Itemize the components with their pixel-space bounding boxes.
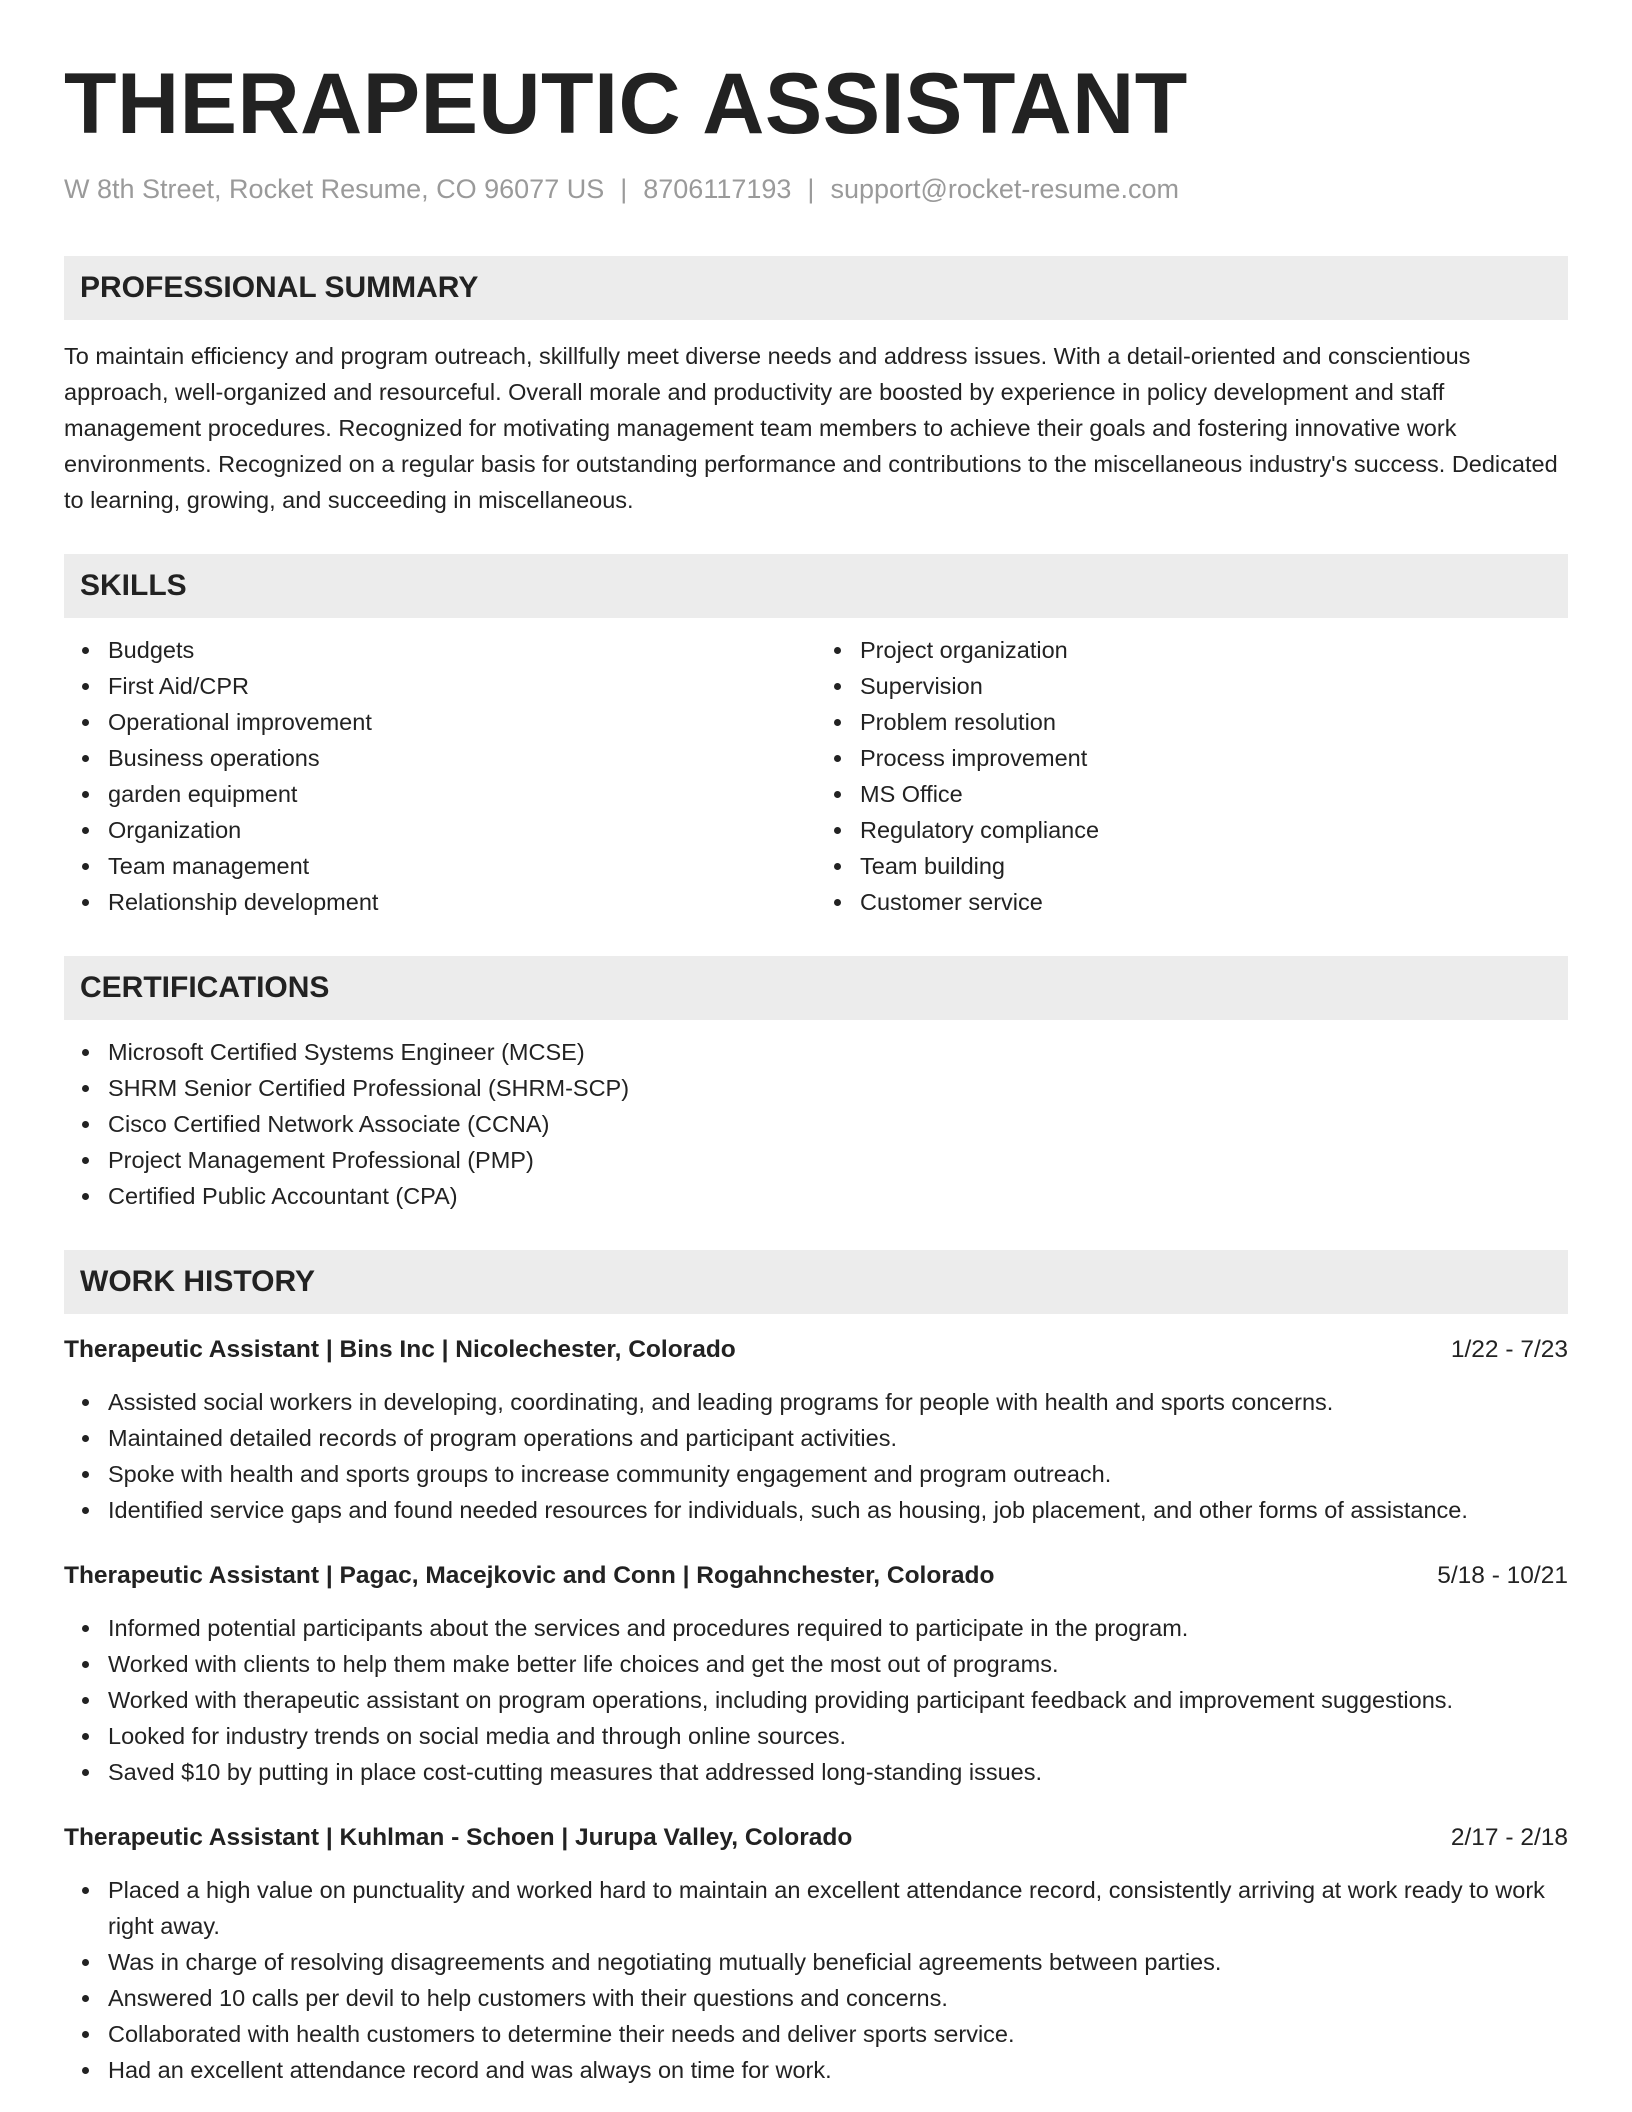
contact-separator: | [807,174,815,204]
job-duty: Worked with therapeutic assistant on program operations, including providing participant feedback and improvement suggestions. [108,1682,1568,1718]
job-duty: Informed potential participants about the services and procedures required to participate in the program. [108,1610,1568,1646]
job-duty: Assisted social workers in developing, coordinating, and leading programs for people with health and sports concerns. [108,1384,1568,1420]
job-header [64,1332,1568,1368]
job-dates: 1/22 - 7/23 [1450,1336,1568,1363]
certification-item: Project Management Professional (PMP) [108,1142,1568,1178]
job-entry [64,1558,1568,1790]
job-duty: Looked for industry trends on social media and through online sources. [108,1718,1568,1754]
certification-item: Cisco Certified Network Associate (CCNA) [108,1106,1568,1142]
skill-item: garden equipment [108,776,816,812]
skill-item: Supervision [860,668,1568,704]
skill-item: Operational improvement [108,704,816,740]
skill-item: Customer service [860,884,1568,920]
phone: 8706117193 [643,174,792,204]
skills-list-left [64,632,816,920]
certification-item: SHRM Senior Certified Professional (SHRM-SCP) [108,1070,1568,1106]
skills-columns [64,632,1568,920]
job-duties-list [64,1872,1568,2088]
candidate-name: THERAPEUTIC ASSISTANT [64,56,1188,152]
job-duty: Identified service gaps and found needed resources for individuals, such as housing, job placement, and other forms of assistance. [108,1492,1568,1528]
job-entry [64,1332,1568,1528]
job-duty: Placed a high value on punctuality and worked hard to maintain an excellent attendance record, consistently arriving at work ready to work right away. [108,1872,1568,1944]
skill-item: MS Office [860,776,1568,812]
skill-item: Relationship development [108,884,816,920]
skill-item: Project organization [860,632,1568,668]
skill-item: Team management [108,848,816,884]
skill-item: Team building [860,848,1568,884]
summary-text: To maintain efficiency and program outreach, skillfully meet diverse needs and address issues. With a detail-oriented and conscientious approach, well-organized and resourceful. Overall morale and productivity are boosted by experience in policy development and staff management procedures. Recognized for motivating management team members to achieve their goals and fostering innovative work environments. Recognized on a regular basis for outstanding performance and contributions to the miscellaneous industry's success. Dedicated to learning, growing, and succeeding in miscellaneous. [64,343,1558,513]
job-dates: 5/18 - 10/21 [1437,1562,1568,1589]
skill-item: Budgets [108,632,816,668]
job-duty: Worked with clients to help them make better life choices and get the most out of programs. [108,1646,1568,1682]
job-duty: Spoke with health and sports groups to increase community engagement and program outreach. [108,1456,1568,1492]
job-entry [64,1820,1568,2088]
section-heading-work-history: WORK HISTORY [64,1250,1568,1314]
job-duty: Had an excellent attendance record and was always on time for work. [108,2052,1568,2088]
skills-list-right [816,632,1568,920]
skill-item: First Aid/CPR [108,668,816,704]
job-duty: Answered 10 calls per devil to help customers with their questions and concerns. [108,1980,1568,2016]
job-duty: Was in charge of resolving disagreements and negotiating mutually beneficial agreements between parties. [108,1944,1568,1980]
job-duties-list [64,1384,1568,1528]
job-title: Therapeutic Assistant | Kuhlman - Schoen | Jurupa Valley, Colorado [64,1824,853,1851]
section-heading-certifications: CERTIFICATIONS [64,956,1568,1020]
contact-separator: | [620,174,628,204]
skill-item: Problem resolution [860,704,1568,740]
certification-item: Certified Public Accountant (CPA) [108,1178,1568,1214]
job-title: Therapeutic Assistant | Bins Inc | Nicolechester, Colorado [64,1336,736,1363]
section-heading-summary: PROFESSIONAL SUMMARY [64,256,1568,320]
skill-item: Regulatory compliance [860,812,1568,848]
skill-item: Process improvement [860,740,1568,776]
email: support@rocket-resume.com [830,174,1179,204]
job-duty: Collaborated with health customers to determine their needs and deliver sports service. [108,2016,1568,2052]
job-header [64,1820,1568,1856]
job-duties-list [64,1610,1568,1790]
certifications-list [64,1034,1568,1214]
certification-item: Microsoft Certified Systems Engineer (MCSE) [108,1034,1568,1070]
skill-item: Organization [108,812,816,848]
contact-line [64,172,1568,206]
job-title: Therapeutic Assistant | Pagac, Macejkovic and Conn | Rogahnchester, Colorado [64,1562,995,1589]
job-header [64,1558,1568,1594]
job-duty: Saved $10 by putting in place cost-cutting measures that addressed long-standing issues. [108,1754,1568,1790]
section-heading-skills: SKILLS [64,554,1568,618]
job-duty: Maintained detailed records of program operations and participant activities. [108,1420,1568,1456]
skill-item: Business operations [108,740,816,776]
job-dates: 2/17 - 2/18 [1450,1824,1568,1851]
address: W 8th Street, Rocket Resume, CO 96077 US [64,174,605,204]
